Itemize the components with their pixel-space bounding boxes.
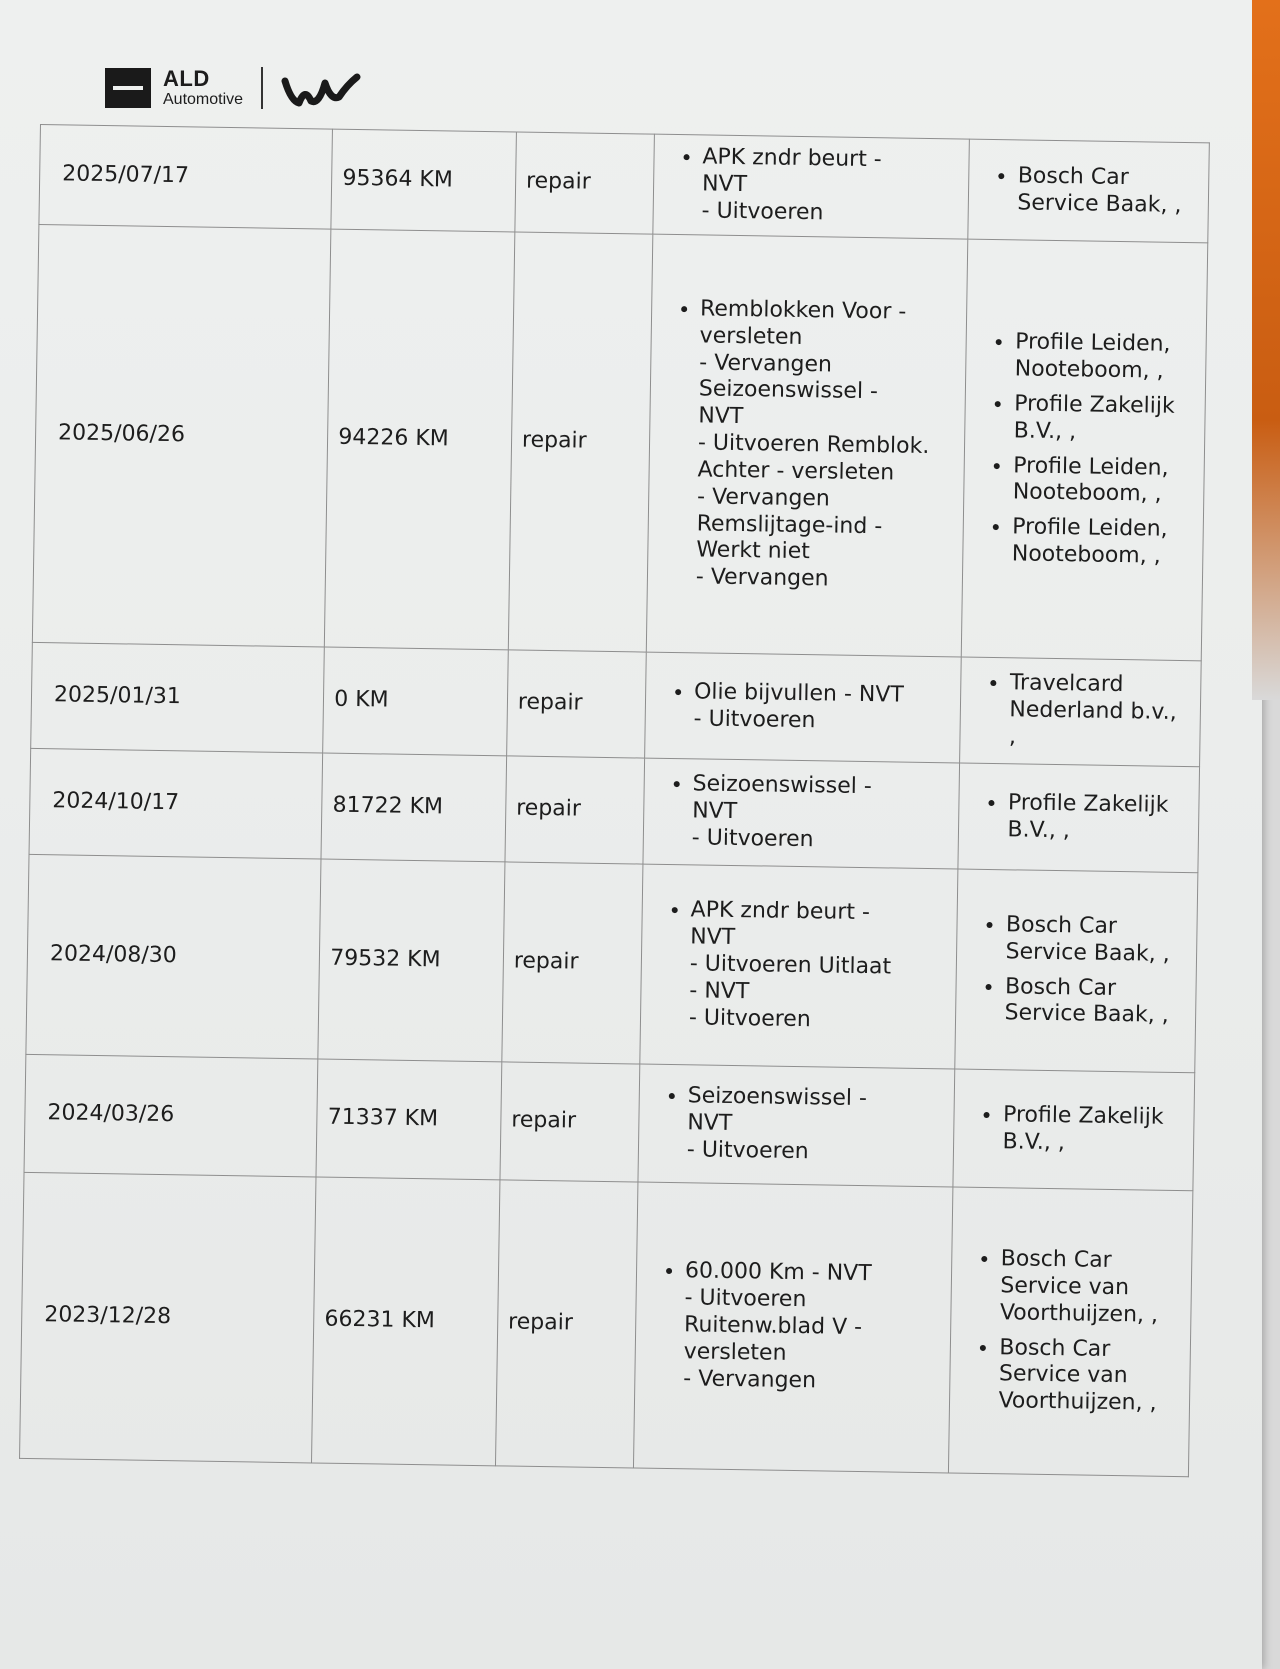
activity-line: - Vervangen [695,564,829,592]
type-cell: repair [507,650,647,758]
leaseplan-logo-icon [281,67,361,109]
suppliers-cell [953,1069,1194,1191]
activity-line: versleten [699,323,803,350]
suppliers-list [960,1246,1181,1418]
suppliers-list [971,670,1191,754]
date-cell: 2024/10/17 [29,748,323,859]
suppliers-cell [968,139,1209,243]
mileage-cell: 81722 KM [321,753,506,862]
logo-divider [261,67,263,109]
activity-line: • APK zndr beurt - [690,897,871,926]
activities-list [658,296,957,596]
supplier-item: • Profile Leiden, Nooteboom, , [1012,514,1193,570]
mileage-cell: 79532 KM [318,859,505,1062]
mileage-cell: 71337 KM [316,1059,501,1180]
activity-line: Remslijtage-ind - [696,510,883,539]
suppliers-list [966,912,1186,1031]
page-edge-decoration [1252,0,1280,700]
logo-brand: ALD [163,66,210,91]
activity-line: NVT [690,924,736,951]
activity-line: NVT [698,403,744,430]
logo-subtitle: Automotive [163,91,244,108]
activity-item [701,145,959,230]
type-cell: repair [515,132,655,234]
activities-cell [645,652,962,763]
date-cell: 2024/08/30 [26,854,321,1059]
activity-line: - Uitvoeren [701,198,824,226]
suppliers-cell [949,1187,1193,1477]
table-row [31,642,1202,766]
suppliers-list [964,1101,1183,1158]
mileage-cell: 66231 KM [312,1177,500,1466]
supplier-item: • Profile Leiden, Nooteboom, , [1013,453,1194,509]
date-cell: 2024/03/26 [24,1054,318,1177]
date-cell: 2025/01/31 [31,642,325,753]
activities-list [663,144,959,229]
supplier-item: • Bosch Car Service Baak, , [1004,974,1185,1030]
suppliers-cell [955,869,1198,1073]
activity-item [689,898,948,1036]
activity-line: - Uitvoeren [691,825,814,853]
activities-cell [633,1182,953,1473]
ald-logo-icon [105,68,151,108]
activities-list [645,1258,942,1397]
type-cell: repair [500,1062,640,1182]
activity-line: - Uitvoeren [693,705,816,733]
supplier-item: • Profile Zakelijk B.V., , [1007,790,1188,846]
activities-list [655,678,950,736]
activity-line: Ruitenw.blad V - [683,1312,863,1341]
activity-line: NVT [701,171,748,198]
activity-item [693,679,950,737]
document-header [105,62,361,114]
date-cell: 2025/06/26 [32,224,331,647]
activity-line: - Uitvoeren [688,1005,811,1032]
supplier-item: • Profile Leiden, Nooteboom, , [1015,330,1196,386]
table-row [26,854,1198,1072]
activity-line: Seizoenswissel - [698,376,879,405]
mileage-cell: 0 KM [323,647,508,756]
ald-logo-text [163,68,243,108]
table-row [29,748,1200,872]
activity-line: • Seizoenswissel - [687,1083,868,1112]
supplier-item: • Profile Zakelijk B.V., , [1002,1102,1183,1158]
activity-line: - Uitvoeren [684,1285,807,1313]
activity-line: - Vervangen [696,484,831,512]
supplier-item: • Bosch Car Service van Voorthuijzen, , [998,1335,1180,1418]
suppliers-cell [960,657,1201,767]
activities-cell [646,234,968,657]
table-row [32,224,1207,660]
suppliers-cell [962,239,1208,661]
suppliers-list [974,329,1196,571]
activity-line: Achter - versleten [697,457,895,486]
table-row [20,1172,1193,1476]
activity-line: • Olie bijvullen - NVT [693,679,905,708]
activity-item [692,772,950,857]
activities-list [654,771,950,856]
activities-cell [640,864,959,1069]
activities-cell [643,758,960,869]
supplier-item: • Bosch Car Service Baak, , [1017,163,1198,219]
activities-cell [638,1064,955,1187]
activities-list [651,897,948,1036]
activity-line: - NVT [689,978,750,1005]
supplier-item: • Bosch Car Service Baak, , [1005,912,1186,968]
activity-line: - Uitvoeren Uitlaat [689,951,892,980]
activity-line: • 60.000 Km - NVT [684,1258,872,1287]
suppliers-cell [958,763,1199,873]
activity-line: - Uitvoeren Remblok. [697,430,930,460]
activities-cell [653,134,970,239]
activity-line: • Seizoenswissel - [692,771,872,800]
mileage-cell: 94226 KM [325,229,515,650]
type-cell: repair [502,862,643,1064]
activity-item [683,1259,942,1397]
type-cell: repair [505,756,645,864]
activity-line: versleten [683,1339,787,1366]
activity-line: - Vervangen [699,349,833,378]
suppliers-list [969,789,1188,846]
activity-line: - Vervangen [683,1365,817,1394]
table-row [39,125,1209,243]
type-cell: repair [495,1180,637,1468]
supplier-item: • Profile Zakelijk B.V., , [1014,391,1195,447]
suppliers-list [979,162,1198,219]
activity-item [696,296,957,595]
type-cell: repair [508,232,653,652]
activity-line: • Remblokken Voor - [699,296,907,325]
mileage-cell: 95364 KM [331,129,516,232]
supplier-item: • Bosch Car Service van Voorthuijzen, , [1000,1246,1182,1329]
date-cell: 2023/12/28 [20,1172,317,1463]
supplier-item: • Travelcard Nederland b.v., , [1009,671,1191,754]
activity-line: • APK zndr beurt - [702,144,882,173]
activity-line: Werkt niet [696,537,811,565]
activity-line: NVT [692,798,738,825]
table-row [24,1054,1195,1190]
activity-line: NVT [687,1110,733,1137]
date-cell: 2025/07/17 [39,125,333,230]
activity-line: - Uitvoeren [686,1137,809,1165]
activity-item [687,1084,945,1169]
maintenance-table [19,124,1210,1477]
activities-list [649,1083,945,1168]
